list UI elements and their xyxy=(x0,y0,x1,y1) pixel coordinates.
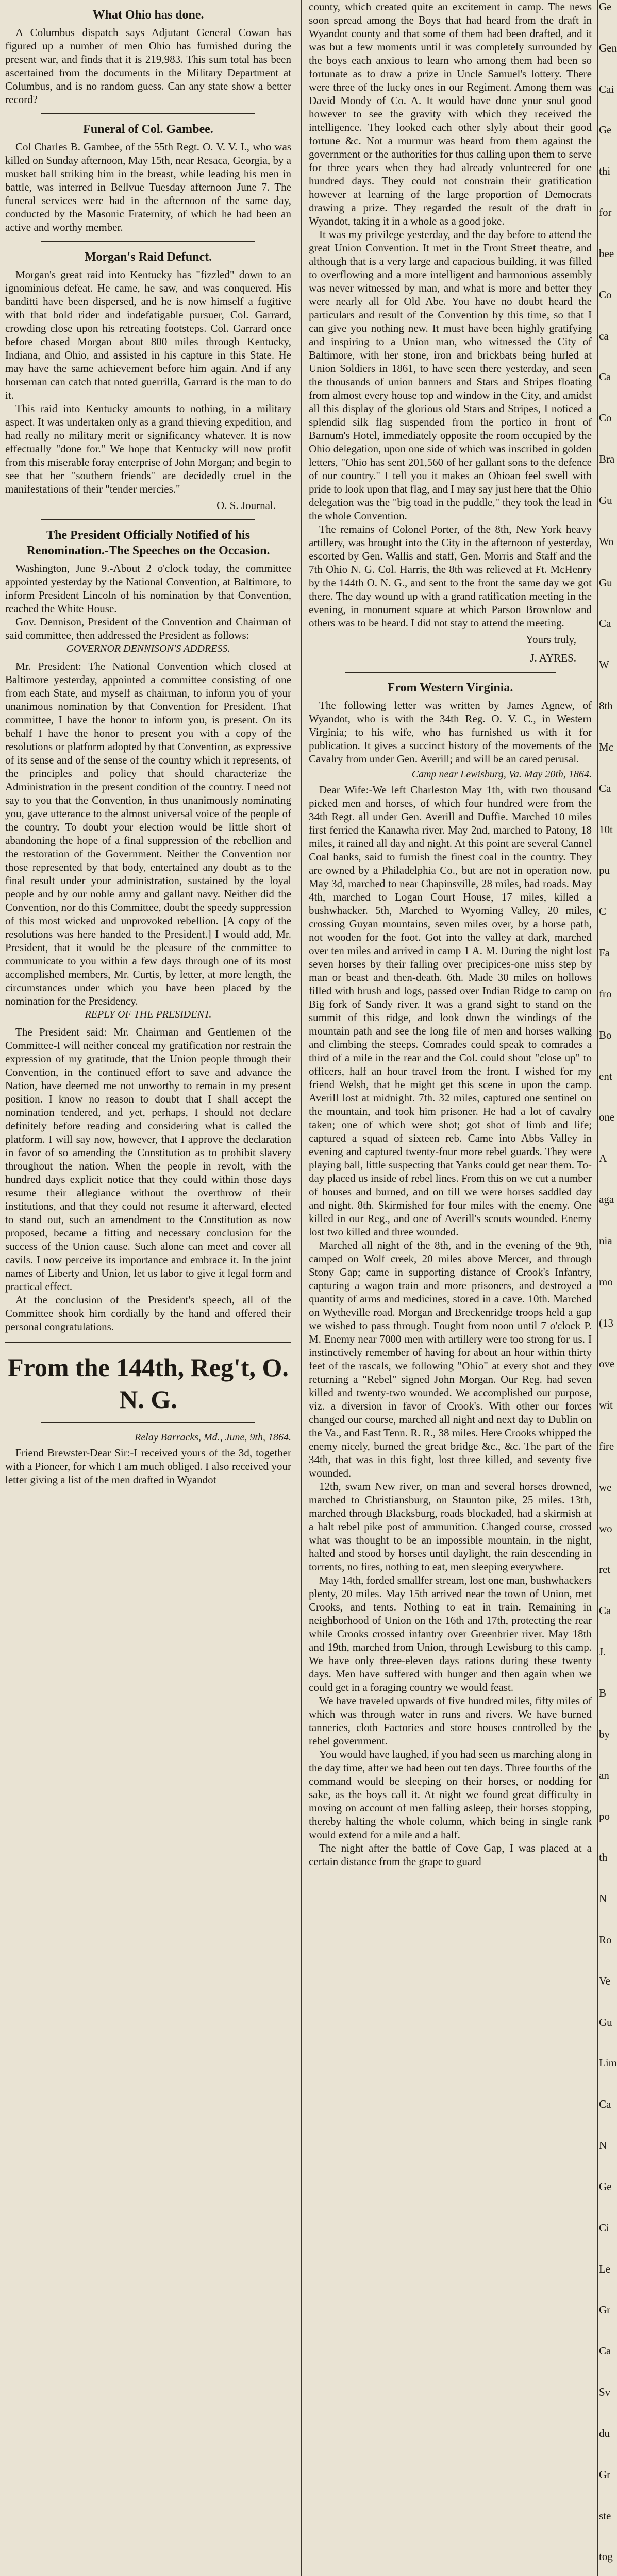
cutoff-text-fragment: aga xyxy=(599,1193,614,1206)
article-body: Col Charles B. Gambee, of the 55th Regt. O. V. V. I., who was killed on Sunday afternoon, May 15th, near Resaca, Georgia, by a musket ball striking him in the breast, while leading his men in battle, was interred in Bellvue Tuesday afternoon June 7. The funeral services were had in the afternoon of the same day, conducted by the Masonic Fraternity, of which he had been an active and worthy member. xyxy=(5,141,291,233)
cutoff-text-fragment: bee xyxy=(599,247,614,260)
column-rule xyxy=(301,0,302,2576)
cutoff-text-fragment: ca xyxy=(599,329,609,342)
cutoff-text-fragment: ste xyxy=(599,2509,611,2522)
cutoff-text-fragment: Gu xyxy=(599,576,612,589)
cutoff-text-fragment: 8th xyxy=(599,700,613,713)
cutoff-text-fragment: th xyxy=(599,1851,608,1864)
cutoff-text-fragment: wit xyxy=(599,1399,613,1412)
cutoff-text-fragment: fire xyxy=(599,1439,614,1452)
cutoff-text-fragment: J. xyxy=(599,1646,606,1658)
article-paragraph: At the conclusion of the President's speech, all of the Committee shook him cordially by the hand and offered their personal congratulations. xyxy=(5,1294,291,1333)
cutoff-text-fragment: 10t xyxy=(599,823,613,836)
cutoff-text-fragment: W xyxy=(599,658,609,671)
cutoff-text-fragment: ent xyxy=(599,1070,612,1082)
article-paragraph: Mr. President: The National Convention which closed at Baltimore yesterday, appointed a committee consisting of one from each State, and myself as chairman, to inform you of your unanimous nomination by that Convention for President. That committee, I have the honor to inform you, is present. On its behalf I have the honor to present you with a copy of the resolutions or platform adopted by that Convention, as expressive of its sense and of the sense of the country which it represents, of the principles and policy that should characterize the Administration in the present condition of the country. I need not say to you that the Convention, in thus unanimously nominating you, gave utterance to the almost universal voice of the people of the country. To doubt your election would be little short of abandoning the hope of a final suppression of the rebellion and the restoration of the Government. Neither the Convention nor those represented by that body, entertained any doubt as to the final result under your administration, sustained by the loyal people and by our noble army and gallant navy. Neither did the Convention, nor do this Committee, doubt the speedy suppression of this most wicked and unprovoked rebellion. [A copy of the resolutions was here handed to the President.] I would add, Mr. President, that it would be the pleasure of the committee to communicate to you within a few days through one of its most accomplished members, Mr. Curtis, by letter, at more length, the circumstances under which you have been placed by the nomination for the Presidency. xyxy=(5,660,291,1007)
cutoff-text-fragment: Mc xyxy=(599,740,613,753)
cutoff-text-fragment: Cai xyxy=(599,82,614,95)
headline-morgans-raid: Morgan's Raid Defunct. xyxy=(84,250,212,264)
cutoff-text-fragment: N xyxy=(599,1892,607,1905)
separator xyxy=(41,241,255,242)
subheading-dennison-address: GOVERNOR DENNISON'S ADDRESS. xyxy=(66,643,230,654)
cutoff-text-fragment: du xyxy=(599,2427,610,2439)
cutoff-text-fragment: Ca xyxy=(599,782,611,794)
cutoff-text-fragment: pu xyxy=(599,864,610,877)
cutoff-text-fragment: thi xyxy=(599,165,611,178)
separator xyxy=(345,672,556,673)
cutoff-text-fragment: Co xyxy=(599,288,612,301)
cutoff-text-fragment: B xyxy=(599,1686,607,1699)
cutoff-text-fragment: po xyxy=(599,1810,610,1823)
article-paragraph: Morgan's great raid into Kentucky has "fizzled" down to an ignominious defeat. He came, he saw, and was conquered. His banditti have been dispersed, and he is now himself a fugitive with that bold rider and indefatigable pursuer, Col. Garrard, crowding close upon his retreating footsteps. Col. Garrard once before chased Morgan about 800 miles through Kentucky, Indiana, and Ohio, and assisted in his capture in this State. He may have the same achievement before him again. And if any horseman can catch that noted guerrilla, Garrard is the man to do it. xyxy=(5,268,291,401)
cutoff-text-fragment: Bo xyxy=(599,1028,612,1041)
cutoff-text-fragment: C xyxy=(599,905,607,918)
cutoff-text-fragment: Fa xyxy=(599,946,610,959)
article-intro: The following letter was written by James Agnew, of Wyandot, who is with the 34th Reg. O. V. C., in Western Virginia; to his wife, who has furnished us with it for publication. It gives a succinct history of the movements of the Cavalry from under Gen. Averill; and will be an cared perusal. xyxy=(309,699,592,765)
column-rule xyxy=(597,0,598,2576)
left-column xyxy=(0,0,296,2576)
cutoff-text-fragment: fro xyxy=(599,987,612,1000)
dateline: Camp near Lewisburg, Va. May 20th, 1864. xyxy=(411,769,592,780)
cutoff-text-fragment: for xyxy=(599,206,612,219)
letter-paragraph: county, which created quite an excitement in camp. The news soon spread among the Boys that had heard from the draft in Wyandot county and that some of them had been drafted, and it was but a few moments until it was completely surrounded by the boys each anxious to learn who among them had been so fortunate as to draw a prize in Uncle Samuel's lottery. There were three of the lucky ones in our Regiment. Among them was David Moody of Co. A. It would have done your soul good however to see the gravity with which they received the intelligence. They looked each other slyly about their good fortune &c. Not a murmur was heard from them against the government or the authorities for thus calling upon them to serve for three years when they had already volunteered for one hundred days. They could not constrain their gratification however at learning of the large proportion of Democrats drawing a prize. They regarded the result of the draft in Wyandot, taking it in a whole as a good joke. xyxy=(309,1,592,227)
subheading-reply-president: REPLY OF THE PRESIDENT. xyxy=(85,1009,212,1020)
letter-paragraph: The remains of Colonel Porter, of the 8th, New York heavy artillery, was brought into the City in the afternoon of yesterday, escorted by Gen. Wallis and staff, Gen. Morris and Staff and the 7th Ohio N. G. Col. Harris, the 8th was relieved at Ft. McHenry by the 144th O. N. G., and sent to the front the same day we got there. The day wound up with a grand ratification meeting in the evening, in monument square at which Parson Brownlow and others was to be heard. I did not stay to attend the meeting. xyxy=(309,523,592,629)
headline-from-144th: From the 144th, Reg't, O. N. G. xyxy=(8,1353,289,1414)
cutoff-text-fragment: N xyxy=(599,2139,607,2152)
article-paragraph: This raid into Kentucky amounts to nothing, in a military aspect. It was undertaken only as a grand thieving expedition, and had really no military merit or significancy whatever. It is now effectually "done for." We hope that Kentucky will now profit from this miserable foray enterprise of John Morgan; and begin to see that her "southern friends" are decidedly cruel in the manifestations of their "tender mercies." xyxy=(5,402,291,495)
cutoff-text-fragment: Gu xyxy=(599,2015,612,2028)
separator xyxy=(41,1422,255,1423)
cutoff-text-fragment: Le xyxy=(599,2262,611,2275)
cutoff-text-fragment: Co xyxy=(599,412,612,425)
dateline: Relay Barracks, Md., June, 9th, 1864. xyxy=(135,1432,291,1443)
article-body: A Columbus dispatch says Adjutant General Cowan has figured up a number of men Ohio has furnished during the present war, and finds that it is 219,983. This sum total has been ascertained from the documents in the Military Department at Columbus, and is no random guess. Can any state show a better record? xyxy=(5,26,291,106)
cutoff-text-fragment: Ve xyxy=(599,1974,611,1987)
headline-funeral-gambee: Funeral of Col. Gambee. xyxy=(83,123,213,136)
article-paragraph: Washington, June 9.-About 2 o'clock today, the committee appointed yesterday by the National Convention, at Baltimore, to inform President Lincoln of his nomination by that Convention, reached the White House. xyxy=(5,562,291,615)
cutoff-text-fragment: we xyxy=(599,1481,612,1494)
cutoff-text-fragment: Ca xyxy=(599,617,611,630)
cutoff-text-fragment: Ca xyxy=(599,370,611,383)
cutoff-text-fragment: Ge xyxy=(599,124,612,137)
headline-western-virginia: From Western Virginia. xyxy=(387,681,513,694)
cutoff-text-fragment: Wo xyxy=(599,535,614,548)
article-body: Friend Brewster-Dear Sir:-I received yours of the 3d, together with a Pioneer, for which I am much obliged. I also received your letter giving a list of the men drafted in Wyandot xyxy=(5,1447,291,1486)
middle-column xyxy=(305,0,595,2576)
separator xyxy=(41,113,255,114)
headline-ohio-has-done: What Ohio has done. xyxy=(92,8,204,22)
cutoff-text-fragment: Ge xyxy=(599,1,612,13)
letter-paragraph: You would have laughed, if you had seen us marching along in the day time, after we had been out ten days. Three fourths of the command would be sleeping on their horses, or nodding for sake, as the boys call it. At night we found great difficulty in moving on account of men falling asleep, their horses stopping, thereby halting the whole column, which being in single rank would extend for a mile and a half. xyxy=(309,1748,592,1841)
letter-paragraph: The night after the battle of Cove Gap, I was placed at a certain distance from the grape to guard xyxy=(309,1842,592,1868)
cutoff-text-fragment: Ca xyxy=(599,2345,611,2358)
letter-signature: J. AYRES. xyxy=(530,652,576,664)
cutoff-text-fragment: Ge xyxy=(599,2180,612,2193)
cutoff-text-fragment: Gu xyxy=(599,494,612,506)
cutoff-text-fragment: Ro xyxy=(599,1933,612,1946)
cutoff-text-fragment: A xyxy=(599,1152,607,1165)
letter-paragraph: Marched all night of the 8th, and in the evening of the 9th, camped on Wolf creek, 20 miles above Mercer, and through Stony Gap; came in supporting distance of Crook's Infantry, capturing a wagon train and more prisoners, and destroyed a quantity of arms and medicines, stored in a cave. 10th. Marched on Wytheville road. Morgan and Breckenridge troops held a gap we wished to pass through. Fought from noon until 7 o'clock P. M. Enemy near 7000 men with artillery were too strong for us. I instinctively remember of having for about an hour within thirty feet of the rascals, we following "Ohio" at every shot and they returning a "Rebel" signed John Morgan. Our Reg. had seven killed and twenty-two wounded. We accomplished our purpose, viz. a diversion in favor of Crook's. With other our forces changed our course, marched all night and next day to Dublin on the Va., and East Tenn. R. R., 38 miles. Here Crooks whipped the enemy nicely, burned the great bridge &c., &c. The part of the 34th, that was in this fight, lost three killed, and seventy five wounded. xyxy=(309,1239,592,1479)
cutoff-text-fragment: Gen xyxy=(599,41,617,54)
cutoff-text-fragment: Ci xyxy=(599,2221,609,2234)
cutoff-text-fragment: Gr xyxy=(599,2303,611,2316)
right-column-fragment xyxy=(599,0,617,2576)
cutoff-text-fragment: ret xyxy=(599,1563,611,1576)
cutoff-text-fragment: one xyxy=(599,1111,615,1124)
cutoff-text-fragment: Bra xyxy=(599,453,615,466)
cutoff-text-fragment: Sv xyxy=(599,2386,611,2399)
letter-closing: Yours truly, xyxy=(525,633,576,646)
cutoff-text-fragment: wo xyxy=(599,1522,612,1535)
cutoff-text-fragment: Ca xyxy=(599,2098,611,2111)
letter-paragraph: Dear Wife:-We left Charleston May 1th, with two thousand picked men and horses, of which four hundred were from the 34th Regt. all under Gen. Averill and Duffie. Marched 10 miles first ferried the Kanawha river. May 2nd, marched to Patony, 18 miles, it rained all day and night. At this point are several Cannel Coal banks, said to furnish the finest coal in the country. They are owned by a Philadelphia Co., but are not in operation now. May 3d, marched to near Chapinsville, 28 miles, bad roads. May 4th, marched to Logan Court House, 17 miles, killed a bushwhacker. 5th, Marched to Wyoming Valley, 20 miles, crossing Guyan mountains, seven miles over, by a horse path, not wooden for the foot. Got into the valley at dark, marched over ten miles and arrived in camp 1 A. M. During the night lost seven horses by their falling over precipices-one miss step by man or beast and then-death. 6th. Made 30 miles on hollows filled with brush and logs, passed over Indian Ridge to camp on Big fork of Sandy river. It was a grand sight to stand on the summit of this ridge, and look down the windings of the mountain path and see the long file of men and horses walking and climbing the steeps. Comrades could speak to comrades a third of a mile in the rear and the Col. could shout "close up" to officers, half an hour travel from the front. I wished for my friend Welsh, that he might get this scene in upon the camp. Averill lost at midnight. 7th. 32 miles, captured one sentinel on the mountain, and took him prisoner. He had a lot of cavalry taken; one of which were shot; got shot of limb and life; captured a squad of sixteen reb. Came into Abbs Valley in evening and captured twenty-four more rebel guards. They were playing ball, little suspecting that Yanks could get near them. To-day placed us inside of rebel lines. From this on we cut a number of houses and burned, and on till we were horses saddled day and night. 8th. Skirmished for four miles with the enemy. One killed in our Reg., and one of Averill's scouts wounded. Enemy lost two killed and three wounded. xyxy=(309,784,592,1238)
headline-president-notified: The President Officially Notified of his Renomination.-The Speeches on the Occasion. xyxy=(26,529,270,557)
separator xyxy=(41,519,255,520)
cutoff-text-fragment: ove xyxy=(599,1358,615,1370)
letter-paragraph: We have traveled upwards of five hundred miles, fifty miles of which was through water in runs and rivers. We have burned tanneries, cloth Factories and store houses controlled by the rebel government. xyxy=(309,1694,592,1747)
fragment-list xyxy=(599,0,617,2576)
cutoff-text-fragment: by xyxy=(599,1727,610,1740)
separator xyxy=(5,1342,291,1343)
cutoff-text-fragment: nia xyxy=(599,1234,612,1247)
cutoff-text-fragment: Lim xyxy=(599,2057,617,2070)
letter-paragraph: May 14th, forded smallfer stream, lost one man, bushwhackers plenty, 20 miles. May 15th arrived near the town of Union, met Crooks, and tents. Nothing to eat in train. Remaining in neighborhood of Union on the 16th and 17th, protecting the rear while Crooks crossed infantry over Greenbrier river. May 18th and 19th, marched from Union, through Lewisburg to this camp. We have only three-eleven days rations during these twenty days. Men have suffered with hunger and then again when we could get in a foraging country we would feast. xyxy=(309,1574,592,1693)
cutoff-text-fragment: (13 xyxy=(599,1316,613,1329)
cutoff-text-fragment: Gr xyxy=(599,2468,611,2481)
cutoff-text-fragment: mo xyxy=(599,1275,613,1288)
letter-paragraph: It was my privilege yesterday, and the day before to attend the great Union Convention. It met in the Front Street theatre, and although that is a very large and capacious building, it was filled to overflowing and a more intelligent and harmonious assembly was never witnessed by man, and what is more and better they were nearly all for Old Abe. You have no doubt heard the particulars and result of the Convention by this time, so that I can give you nothing new. It must have been highly gratifying and inspiring to a Union man, who witnessed the City of Baltimore, with her stone, iron and brickbats being hurled at Union Soldiers in 1861, to have seen there yesterday, and seen the thousands of union banners and Stars and Stripes floating from almost every house top and window in the City, and amidst all this display of the glorious old Stars and Stripes, I noticed a splendid silk flag suspended from the portico in front of Barnum's Hotel, immediately opposite the room occupied by the Ohio delegation, upon one side of which was inscribed in golden letters, "Ohio has sent 201,560 of her gallant sons to the defence of our country." I tell you it makes an Ohioan feel swell with pride to look upon that flag, and I may say just here that the Ohio delegation was the "big toad in the puddle," they took the lead in the whole Convention. xyxy=(309,228,592,522)
letter-paragraph: 12th, swam New river, on man and several horses drowned, marched to Christiansburg, on Staunton pike, 25 miles. 13th, marched through Blacksburg, roads blockaded, had a skirmish at a halt rebel pike post of ammunition. Changed course, crossed what was thought to be an impossible mountain, in the night, halted and stood by horses until daylight, the rain descending in torrents, no fires, nothing to eat, men sleeping everywhere. xyxy=(309,1480,592,1573)
article-credit: O. S. Journal. xyxy=(216,499,276,512)
cutoff-text-fragment: tog xyxy=(599,2550,613,2563)
article-paragraph: Gov. Dennison, President of the Convention and Chairman of said committee, then addressed the President as follows: xyxy=(5,616,291,641)
article-paragraph: The President said: Mr. Chairman and Gentlemen of the Committee-I will neither conceal my gratification nor restrain the expression of my gratitude, that the Union people through their Convention, in the continued effort to save and advance the Nation, have deemed me not unworthy to remain in my present position. I know no reason to doubt that I shall accept the nomination tendered, and yet, perhaps, I should not declare definitely before reading and considering what is called the platform. I will say now, however, that I approve the declaration in favor of so amending the Constitution as to prohibit slavery throughout the nation. When the people in revolt, with the hundred days explicit notice that they could within those days resume their allegiance without the overthrow of their institutions, and that they could not resume it afterward, elected to stand out, such an amendment to the Constitution as now proposed, became a fitting and necessary conclusion for the success of the Union cause. Such alone can meet and cover all cavils. I now perceive its importance and embrace it. In the joint names of Liberty and Union, let us labor to give it legal form and practical effect. xyxy=(5,1026,291,1293)
cutoff-text-fragment: an xyxy=(599,1769,609,1782)
cutoff-text-fragment: Ca xyxy=(599,1604,611,1617)
